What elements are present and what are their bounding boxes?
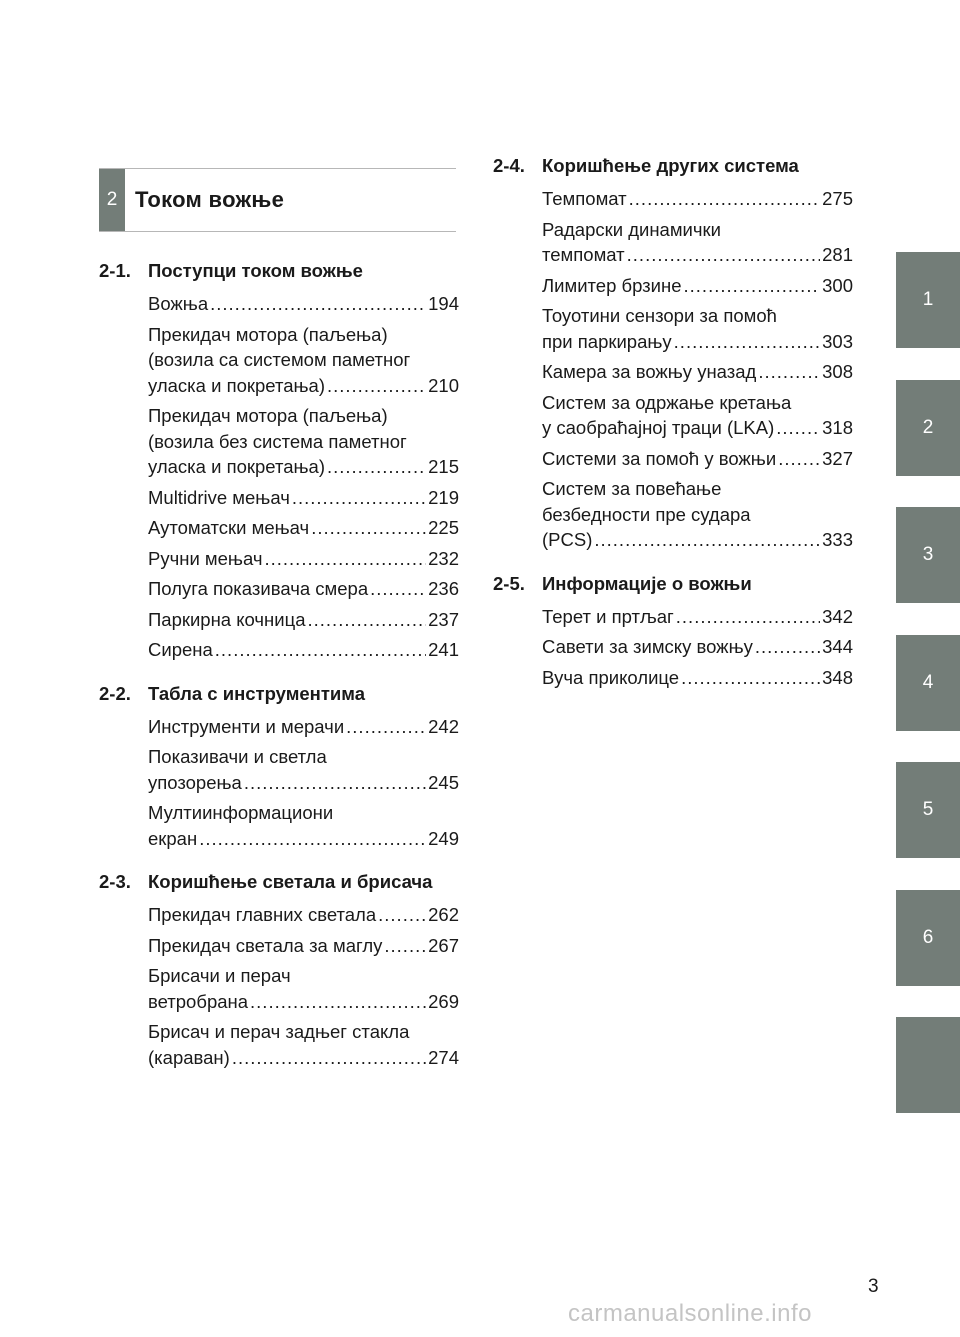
entry-last-line — [148, 933, 459, 959]
chapter-tab-2[interactable]: 2 — [896, 380, 960, 476]
dot-leader — [594, 527, 820, 553]
toc-entry[interactable] — [542, 446, 853, 472]
entry-last-line — [148, 989, 459, 1015]
entry-text: Multidrive мењач — [148, 486, 290, 508]
dot-leader — [308, 607, 427, 633]
entry-text: упозорења — [148, 771, 242, 793]
entry-last-line — [542, 273, 853, 299]
toc-entry[interactable] — [148, 576, 459, 602]
entry-page-number: 242 — [428, 715, 459, 737]
dot-leader — [232, 1045, 426, 1071]
section-heading — [99, 258, 459, 283]
entry-text-line: Систем за повећање — [542, 478, 722, 499]
chapter-tab-1[interactable]: 1 — [896, 252, 960, 348]
entry-text-line: Радарски динамички — [542, 218, 721, 240]
toc-entry[interactable] — [148, 637, 459, 663]
entry-list — [542, 186, 853, 553]
chapter-tab-index[interactable] — [896, 1017, 960, 1113]
entry-page-number: 236 — [428, 578, 459, 599]
dot-leader — [378, 902, 426, 928]
toc-entry[interactable] — [148, 963, 459, 1014]
entry-text: Савети за зимску вожњу — [542, 636, 753, 657]
chapter-title: Током вожње — [135, 187, 285, 212]
entry-text: (PCS) — [542, 529, 593, 550]
dot-leader — [681, 665, 820, 691]
entry-last-line — [542, 665, 853, 691]
entry-last-line — [148, 515, 459, 541]
toc-entry[interactable] — [148, 515, 459, 541]
toc-entry[interactable] — [542, 217, 853, 268]
section-heading — [99, 681, 459, 706]
dot-leader — [758, 359, 820, 385]
toc-entry[interactable] — [542, 604, 853, 630]
entry-text-line: (возила без система паметног — [148, 430, 407, 452]
dot-leader — [627, 242, 820, 268]
entry-text: Паркирна кочница — [148, 608, 306, 630]
entry-text-line: Прекидач мотора (паљења) — [148, 323, 388, 345]
entry-page-number: 262 — [428, 904, 459, 925]
page-number: 3 — [868, 1276, 879, 1297]
entry-last-line — [542, 446, 853, 472]
toc-entry[interactable] — [148, 322, 459, 399]
dot-leader — [264, 546, 426, 572]
entry-list — [148, 714, 459, 852]
entry-last-line — [542, 415, 853, 441]
entry-text-line: безбедности пре судара — [542, 503, 751, 525]
entry-page-number: 237 — [428, 608, 459, 630]
entry-page-number: 225 — [428, 517, 459, 538]
entry-text: екран — [148, 827, 198, 849]
entry-text: Полуга показивача смера — [148, 578, 369, 599]
section-title: Коришћење других система — [542, 155, 799, 176]
entry-text: Инструменти и мерачи — [148, 715, 345, 737]
entry-page-number: 249 — [428, 827, 459, 849]
entry-text: Прекидач главних светала — [148, 904, 377, 925]
entry-last-line — [148, 826, 459, 852]
watermark: carmanualsonline.info — [568, 1300, 812, 1327]
dot-leader — [250, 989, 426, 1015]
entry-last-line — [148, 770, 459, 796]
dot-leader — [292, 485, 426, 511]
entry-page-number: 344 — [822, 636, 853, 657]
entry-last-line — [148, 1045, 459, 1071]
entry-list — [148, 902, 459, 1070]
section-heading — [493, 153, 853, 178]
entry-text-line: Прекидач мотора (паљења) — [148, 405, 388, 426]
dot-leader — [384, 933, 426, 959]
section-heading — [99, 869, 459, 894]
entry-text: Прекидач светала за маглу — [148, 934, 383, 956]
chapter-banner — [99, 168, 456, 232]
entry-page-number: 327 — [822, 447, 853, 469]
entry-text-line: Тоуотини сензори за помоћ — [542, 305, 777, 326]
entry-text-line: Систем за одржање кретања — [542, 391, 792, 413]
toc-entry[interactable] — [148, 800, 459, 851]
toc-entry[interactable] — [148, 744, 459, 795]
section-heading — [493, 571, 853, 596]
toc-column-right — [493, 153, 853, 708]
dot-leader — [210, 291, 426, 317]
section-title: Информације о вожњи — [542, 572, 752, 594]
entry-text-line: Мултиинформациони — [148, 802, 334, 823]
entry-last-line — [148, 485, 459, 511]
entry-text: Вожња — [148, 293, 209, 314]
entry-page-number: 215 — [428, 456, 459, 477]
toc-section — [99, 869, 459, 1070]
toc-entry[interactable] — [148, 291, 459, 317]
entry-text-line: Показивачи и светла — [148, 746, 327, 767]
toc-entry[interactable] — [542, 665, 853, 691]
toc-entry[interactable] — [148, 1019, 459, 1070]
entry-last-line — [542, 604, 853, 630]
dot-leader — [755, 634, 820, 660]
entry-text: Камера за вожњу уназад — [542, 361, 757, 382]
section-number: 2-3. — [99, 871, 131, 892]
dot-leader — [244, 770, 426, 796]
toc-section — [99, 258, 459, 663]
dot-leader — [776, 415, 820, 441]
entry-text: уласка и покретања) — [148, 456, 325, 477]
toc-entry[interactable] — [148, 933, 459, 959]
section-number: 2-4. — [493, 155, 525, 176]
section-number: 2-5. — [493, 572, 525, 594]
entry-text-line: (возила са системом паметног — [148, 349, 411, 370]
entry-last-line — [542, 186, 853, 212]
chapter-tab-3[interactable]: 3 — [896, 507, 960, 603]
entry-text: Вуча приколице — [542, 666, 680, 688]
entry-list — [542, 604, 853, 691]
entry-last-line — [148, 291, 459, 317]
entry-last-line — [542, 329, 853, 355]
entry-list — [148, 291, 459, 663]
entry-last-line — [148, 637, 459, 663]
entry-page-number: 245 — [428, 771, 459, 793]
entry-text: уласка и покретања) — [148, 374, 325, 396]
entry-page-number: 318 — [822, 417, 853, 438]
entry-text: при паркирању — [542, 330, 672, 352]
entry-page-number: 274 — [428, 1046, 459, 1068]
entry-text: Системи за помоћ у вожњи — [542, 447, 777, 469]
toc-entry[interactable] — [542, 390, 853, 441]
chapter-tab-4[interactable]: 4 — [896, 635, 960, 731]
toc-section — [99, 681, 459, 852]
toc-section — [493, 153, 853, 553]
entry-page-number: 232 — [428, 547, 459, 569]
entry-page-number: 308 — [822, 361, 853, 382]
toc-entry[interactable] — [542, 476, 853, 553]
entry-last-line — [148, 607, 459, 633]
dot-leader — [311, 515, 426, 541]
toc-section — [493, 571, 853, 691]
entry-last-line — [542, 359, 853, 385]
toc-entry[interactable] — [148, 714, 459, 740]
toc-entry[interactable] — [542, 273, 853, 299]
entry-page-number: 267 — [428, 934, 459, 956]
entry-last-line — [148, 546, 459, 572]
entry-page-number: 269 — [428, 990, 459, 1012]
entry-page-number: 300 — [822, 274, 853, 296]
toc-entry[interactable] — [148, 902, 459, 928]
toc-entry[interactable] — [542, 359, 853, 385]
section-title: Коришћење светала и брисача — [148, 871, 433, 892]
entry-last-line — [542, 634, 853, 660]
dot-leader — [327, 454, 426, 480]
entry-text: Аутоматски мењач — [148, 517, 310, 538]
dot-leader — [676, 604, 820, 630]
entry-text: Темпомат — [542, 188, 627, 209]
dot-leader — [684, 273, 821, 299]
toc-entry[interactable] — [542, 186, 853, 212]
entry-page-number: 194 — [428, 293, 459, 314]
entry-text: Сирена — [148, 639, 213, 660]
dot-leader — [629, 186, 820, 212]
entry-page-number: 342 — [822, 605, 853, 627]
entry-text: ветробрана — [148, 990, 249, 1012]
dot-leader — [199, 826, 426, 852]
entry-last-line — [148, 454, 459, 480]
entry-text: Терет и пртљаг — [542, 605, 674, 627]
dot-leader — [346, 714, 426, 740]
entry-last-line — [148, 373, 459, 399]
entry-page-number: 219 — [428, 486, 459, 508]
entry-page-number: 241 — [428, 639, 459, 660]
toc-entry[interactable] — [148, 403, 459, 480]
entry-page-number: 281 — [822, 244, 853, 265]
dot-leader — [370, 576, 426, 602]
entry-last-line — [148, 714, 459, 740]
entry-last-line — [542, 242, 853, 268]
dot-leader — [327, 373, 426, 399]
entry-text-line: Брисач и перач задњег стакла — [148, 1021, 410, 1042]
entry-page-number: 275 — [822, 188, 853, 209]
toc-entry[interactable] — [542, 303, 853, 354]
dot-leader — [778, 446, 820, 472]
toc-entry[interactable] — [148, 485, 459, 511]
entry-text: (караван) — [148, 1046, 230, 1068]
entry-page-number: 333 — [822, 529, 853, 550]
entry-page-number: 303 — [822, 330, 853, 352]
entry-page-number: 210 — [428, 374, 459, 396]
toc-entry[interactable] — [148, 546, 459, 572]
entry-text: Лимитер брзине — [542, 274, 682, 296]
entry-last-line — [542, 527, 853, 553]
entry-page-number: 348 — [822, 666, 853, 688]
entry-text-line: Брисачи и перач — [148, 965, 291, 986]
section-number: 2-2. — [99, 682, 131, 704]
dot-leader — [674, 329, 820, 355]
toc-entry[interactable] — [148, 607, 459, 633]
toc-column-left — [99, 258, 459, 1088]
dot-leader — [215, 637, 426, 663]
chapter-number: 2 — [99, 169, 125, 231]
section-title: Поступци током вожње — [148, 260, 363, 281]
chapter-tab-6[interactable]: 6 — [896, 890, 960, 986]
entry-last-line — [148, 902, 459, 928]
toc-entry[interactable] — [542, 634, 853, 660]
entry-text: Ручни мењач — [148, 547, 263, 569]
section-number: 2-1. — [99, 260, 131, 281]
entry-last-line — [148, 576, 459, 602]
section-title: Табла с инструментима — [148, 682, 366, 704]
entry-text: темпомат — [542, 244, 625, 265]
entry-text: у саобраћајној траци (LKA) — [542, 417, 775, 438]
chapter-tab-5[interactable]: 5 — [896, 762, 960, 858]
